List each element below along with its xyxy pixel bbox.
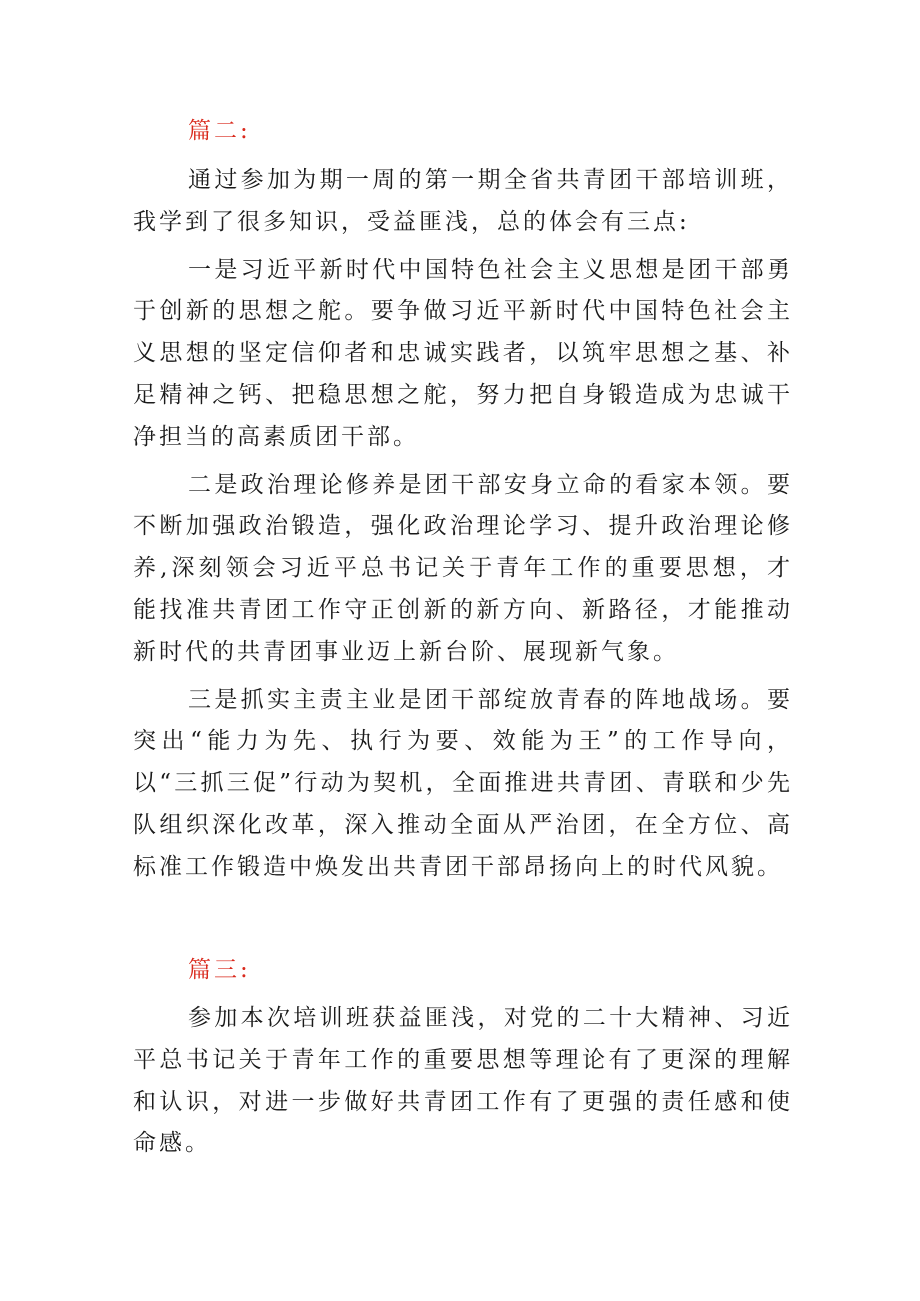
- section-body-2: [133, 160, 793, 889]
- paragraph-point-1: 一是习近平新时代中国特色社会主义思想是团干部勇于创新的思想之舵。要争做习近平新时代中国特色社会主义思想的坚定信仰者和忠诚实践者，以筑牢思想之基、补足精神之钙、把稳思想之舵，努力把自身锻造成为忠诚干净担当的高素质团干部。: [133, 256, 793, 450]
- section-heading-2: 篇二:: [188, 118, 251, 144]
- section-body-3: [133, 998, 793, 1165]
- paragraph-section3: 参加本次培训班获益匪浅，对党的二十大精神、习近平总书记关于青年工作的重要思想等理论有了更深的理解和认识，对进一步做好共青团工作有了更强的责任感和使命感。: [133, 1005, 793, 1157]
- paragraph-point-3: 三是抓实主责主业是团干部绽放青春的阵地战场。要突出“能力为先、执行为要、效能为王”的工作导向，以“三抓三促”行动为契机，全面推进共青团、青联和少先队组织深化改革，深入推动全面从严治团，在全方位、高标准工作锻造中焕发出共青团干部昂扬向上的时代风貌。: [133, 686, 793, 880]
- paragraph-point-2: 二是政治理论修养是团干部安身立命的看家本领。要不断加强政治锻造，强化政治理论学习、提升政治理论修养,深刻领会习近平总书记关于青年工作的重要思想，才能找准共青团工作守正创新的新方向、新路径，才能推动新时代的共青团事业迈上新台阶、展现新气象。: [133, 471, 793, 665]
- paragraph-intro: 通过参加为期一周的第一期全省共青团干部培训班，我学到了很多知识，受益匪浅，总的体会有三点:: [133, 167, 793, 235]
- section-heading-3: 篇三:: [188, 957, 251, 983]
